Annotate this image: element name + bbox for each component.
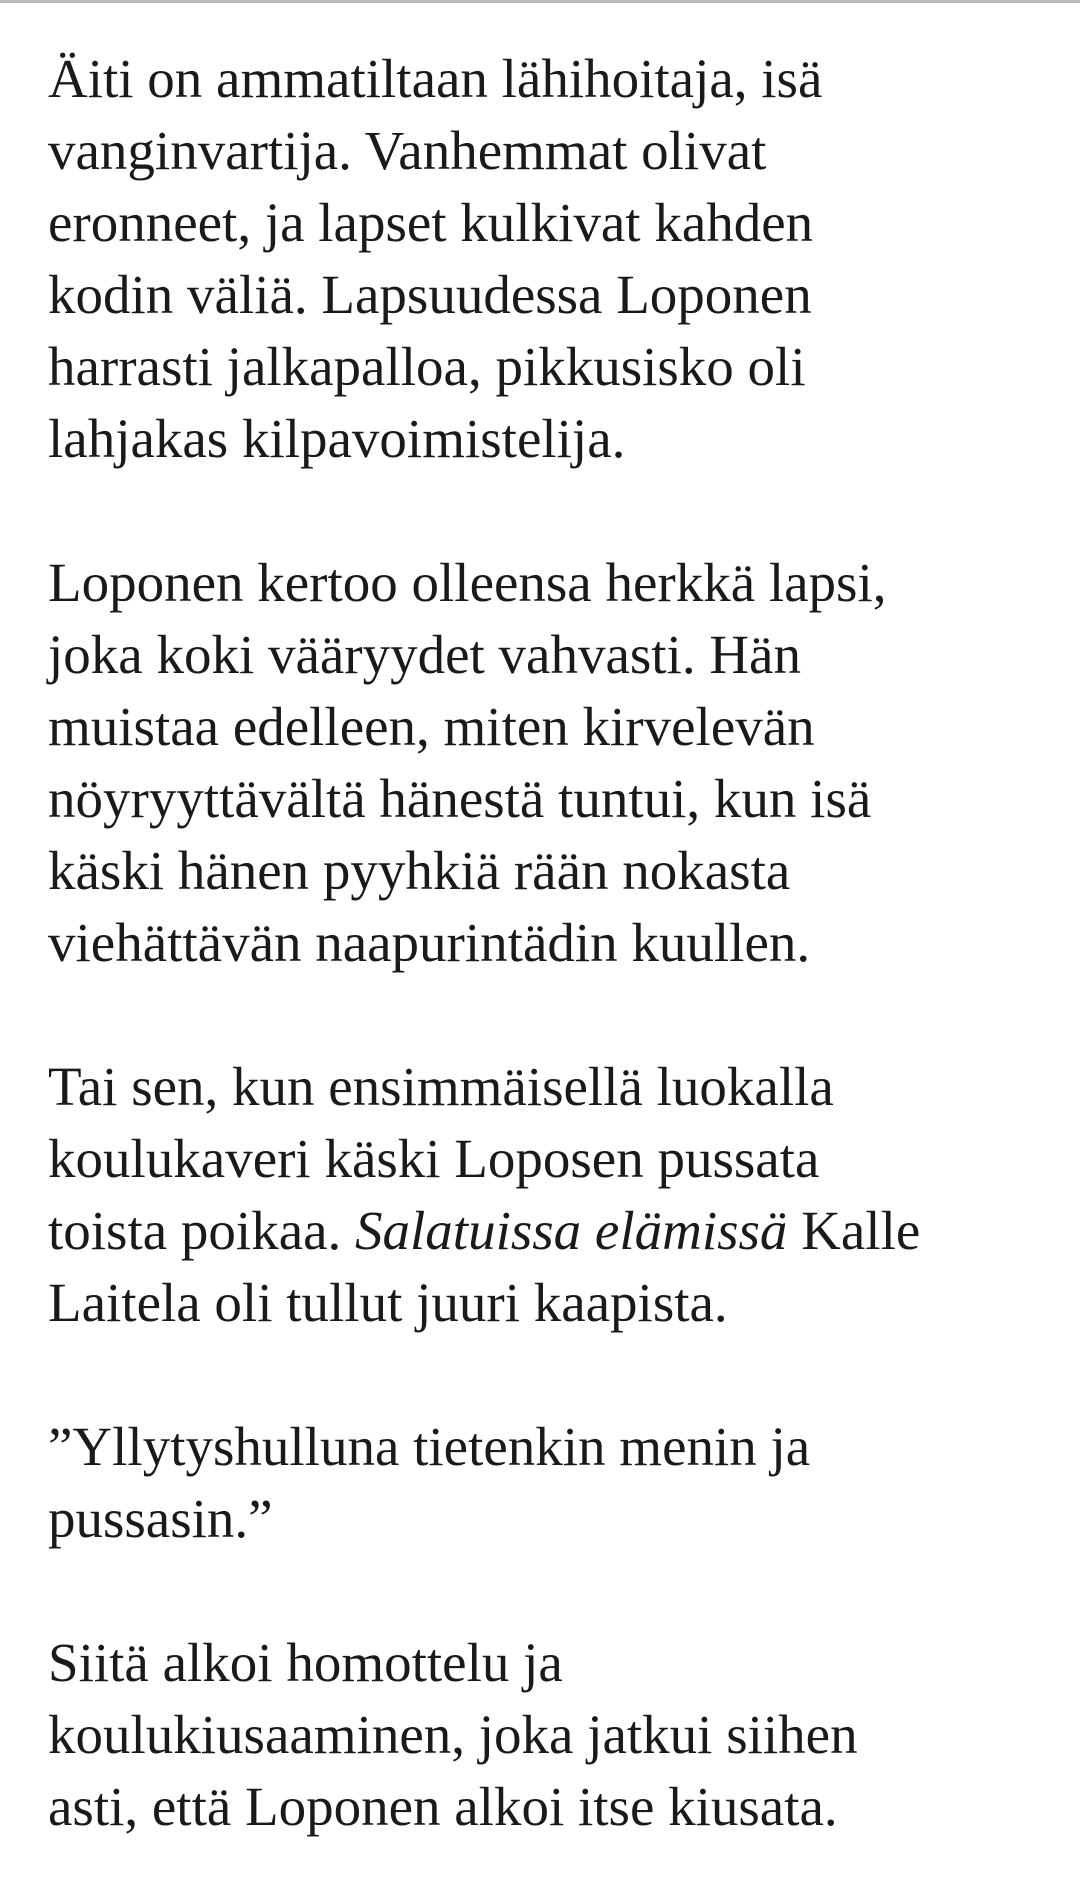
text-segment: Kalle	[787, 1200, 921, 1261]
text-segment: toista poikaa.	[48, 1200, 356, 1261]
paragraph-2	[48, 547, 1048, 979]
text-line-with-italic	[48, 1195, 1048, 1267]
text-line: eronneet, ja lapset kulkivat kahden	[48, 192, 814, 253]
text-line: käski hänen pyyhkiä rään nokasta	[48, 840, 791, 901]
paragraph-3	[48, 1051, 1048, 1339]
text-line: viehättävän naapurintädin kuullen.	[48, 912, 811, 973]
text-line: harrasti jalkapalloa, pikkusisko oli	[48, 336, 806, 397]
text-line: asti, että Loponen alkoi itse kiusata.	[48, 1776, 838, 1837]
text-line: joka koki vääryydet vahvasti. Hän	[48, 624, 801, 685]
text-line: Laitela oli tullut juuri kaapista.	[48, 1272, 728, 1333]
text-line: nöyryyttävältä hänestä tuntui, kun isä	[48, 768, 872, 829]
text-line: Loponen kertoo olleensa herkkä lapsi,	[48, 552, 887, 613]
text-line: muistaa edelleen, miten kirvelevän	[48, 696, 815, 757]
paragraph-1	[48, 43, 1048, 475]
italic-title: Salatuissa elämissä	[355, 1200, 788, 1261]
text-line: Äiti on ammatiltaan lähihoitaja, isä	[48, 48, 823, 109]
text-line: pussasin.”	[48, 1488, 273, 1549]
text-line: Siitä alkoi homottelu ja	[48, 1632, 563, 1693]
paragraph-4-quote	[48, 1411, 1048, 1555]
article-body	[48, 43, 1048, 1843]
top-divider	[0, 0, 1080, 3]
text-line: Tai sen, kun ensimmäisellä luokalla	[48, 1056, 834, 1117]
text-line: ”Yllytyshulluna tietenkin menin ja	[48, 1416, 811, 1477]
text-line: koulukaveri käski Loposen pussata	[48, 1128, 820, 1189]
paragraph-5	[48, 1627, 1048, 1843]
text-line: kodin väliä. Lapsuudessa Loponen	[48, 264, 812, 325]
text-line: lahjakas kilpavoimistelija.	[48, 408, 626, 469]
text-line: vanginvartija. Vanhemmat olivat	[48, 120, 767, 181]
text-line: koulukiusaaminen, joka jatkui siihen	[48, 1704, 858, 1765]
